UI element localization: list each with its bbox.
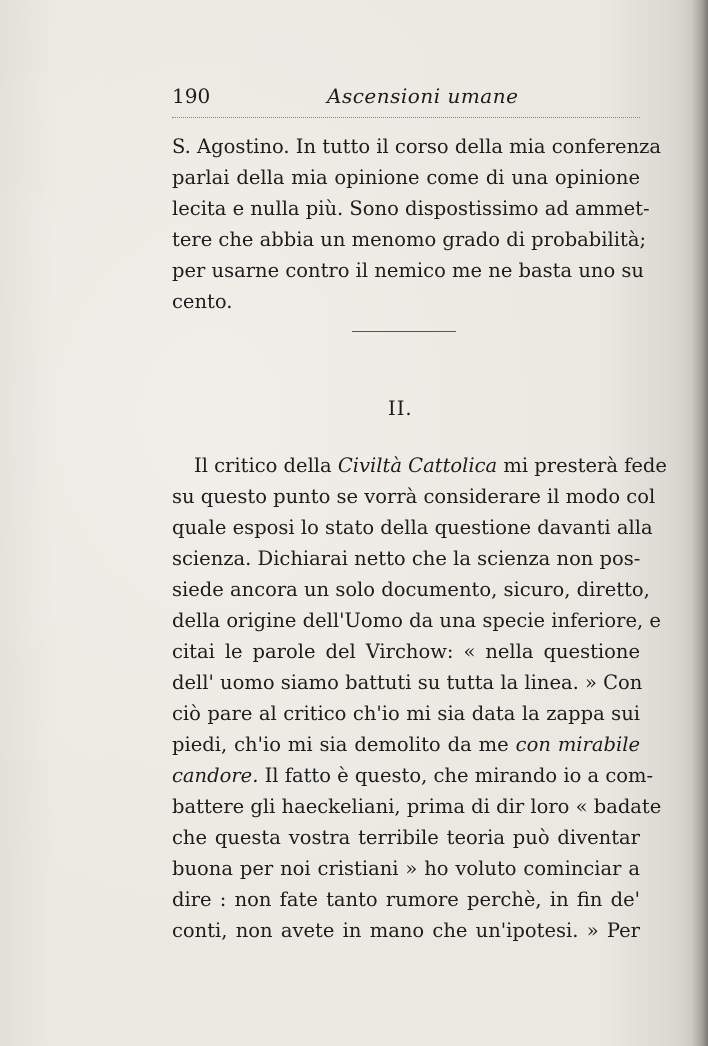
- text-line: lecita e nulla più. Sono dispostissimo ad ammet-: [172, 197, 650, 220]
- text-span: piedi, ch'io mi sia demolito da me: [172, 733, 516, 756]
- text-line: conti, non avete in mano che un'ipotesi. » Per: [172, 919, 640, 942]
- italic-phrase: candore.: [172, 764, 259, 787]
- text-line: quale esposi lo stato della questione davanti alla: [172, 516, 653, 539]
- text-line: scienza. Dichiarai netto che la scienza non pos-: [172, 547, 641, 570]
- text-line: dell' uomo siamo battuti su tutta la linea. » Con: [172, 671, 643, 694]
- text-line: buona per noi cristiani » ho voluto cominciar a: [172, 857, 640, 880]
- text-span: Il fatto è questo, che mirando io a com-: [258, 764, 654, 787]
- text-line: battere gli haeckeliani, prima di dir loro « badate: [172, 795, 662, 818]
- text-line: [172, 760, 654, 791]
- text-line: parlai della mia opinione come di una opinione: [172, 166, 640, 189]
- paragraph-1: [172, 131, 662, 317]
- page-header: [172, 84, 640, 114]
- journal-title: Civiltà Cattolica: [337, 454, 498, 477]
- text-line: per usarne contro il nemico me ne basta uno su: [172, 259, 644, 282]
- page-number: 190: [172, 84, 211, 108]
- text-line: dire : non fate tanto rumore perchè, in fin de': [172, 888, 640, 911]
- text-line: [172, 450, 667, 481]
- text-line: ciò pare al critico ch'io mi sia data la zappa sui: [172, 702, 640, 725]
- running-title: Ascensioni umane: [327, 84, 519, 108]
- text-line: della origine dell'Uomo da una specie inferiore, e: [172, 609, 661, 632]
- paragraph-2: [172, 450, 667, 946]
- text-line: tere che abbia un menomo grado di probabilità;: [172, 228, 647, 251]
- text-span: Il critico della: [194, 454, 338, 477]
- text-line: cento.: [172, 290, 233, 313]
- text-line: S. Agostino. In tutto il corso della mia conferenza: [172, 135, 662, 158]
- text-line: siede ancora un solo documento, sicuro, diretto,: [172, 578, 650, 601]
- section-heading: II.: [388, 397, 413, 420]
- italic-phrase: con mirabile: [515, 733, 640, 756]
- text-line: che questa vostra terribile teoria può diventar: [172, 826, 640, 849]
- text-line: citai le parole del Virchow: « nella questione: [172, 640, 640, 663]
- text-line: [172, 729, 640, 760]
- header-rule: [172, 117, 640, 118]
- text-line: su questo punto se vorrà considerare il modo col: [172, 485, 656, 508]
- text-span: mi presterà fede: [497, 454, 667, 477]
- page-edge-shadow: [692, 0, 708, 1046]
- section-divider: [352, 331, 456, 332]
